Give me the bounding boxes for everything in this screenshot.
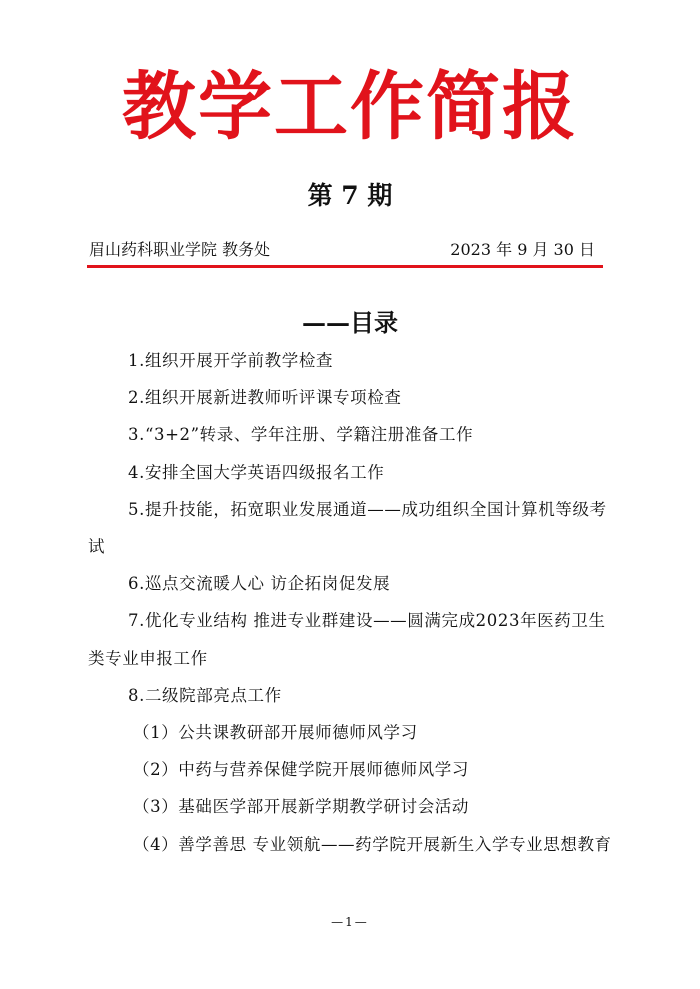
issuing-unit: 眉山药科职业学院 教务处 [89,240,271,259]
page-number: —1— [331,915,369,929]
table-of-contents [88,342,618,863]
toc-item: 3.“3+2”转录、学年注册、学籍注册准备工作 [128,425,474,445]
red-divider-line [87,265,603,268]
issue-number: 第 7 期 [307,181,393,210]
toc-item: 8.二级院部亮点工作 [128,685,282,705]
toc-item: 5.提升技能，拓宽职业发展通道——成功组织全国计算机等级考试 [88,499,607,557]
toc-subitem: （3）基础医学部开展新学期教学研讨会活动 [133,797,469,817]
toc-item: 4.安排全国大学英语四级报名工作 [128,462,385,482]
toc-heading: ——目录 [302,308,398,337]
issue-date: 2023 年 9 月 30 日 [450,240,595,259]
toc-subitem: （1）公共课教研部开展师德师风学习 [133,723,418,743]
toc-subitem: （2）中药与营养保健学院开展师德师风学习 [133,760,469,780]
toc-item: 7.优化专业结构 推进专业群建设——圆满完成2023年医药卫生类专业申报工作 [88,611,606,668]
toc-item: 6.巡点交流暖人心 访企拓岗促发展 [128,574,391,594]
toc-subitem: （4）善学善思 专业领航——药学院开展新生入学专业思想教育 [133,834,612,854]
masthead-title: 教学工作简报 [122,64,578,150]
toc-item: 1.组织开展开学前教学检查 [128,351,334,370]
toc-item: 2.组织开展新进教师听评课专项检查 [128,388,402,408]
issuer-row [89,238,601,262]
